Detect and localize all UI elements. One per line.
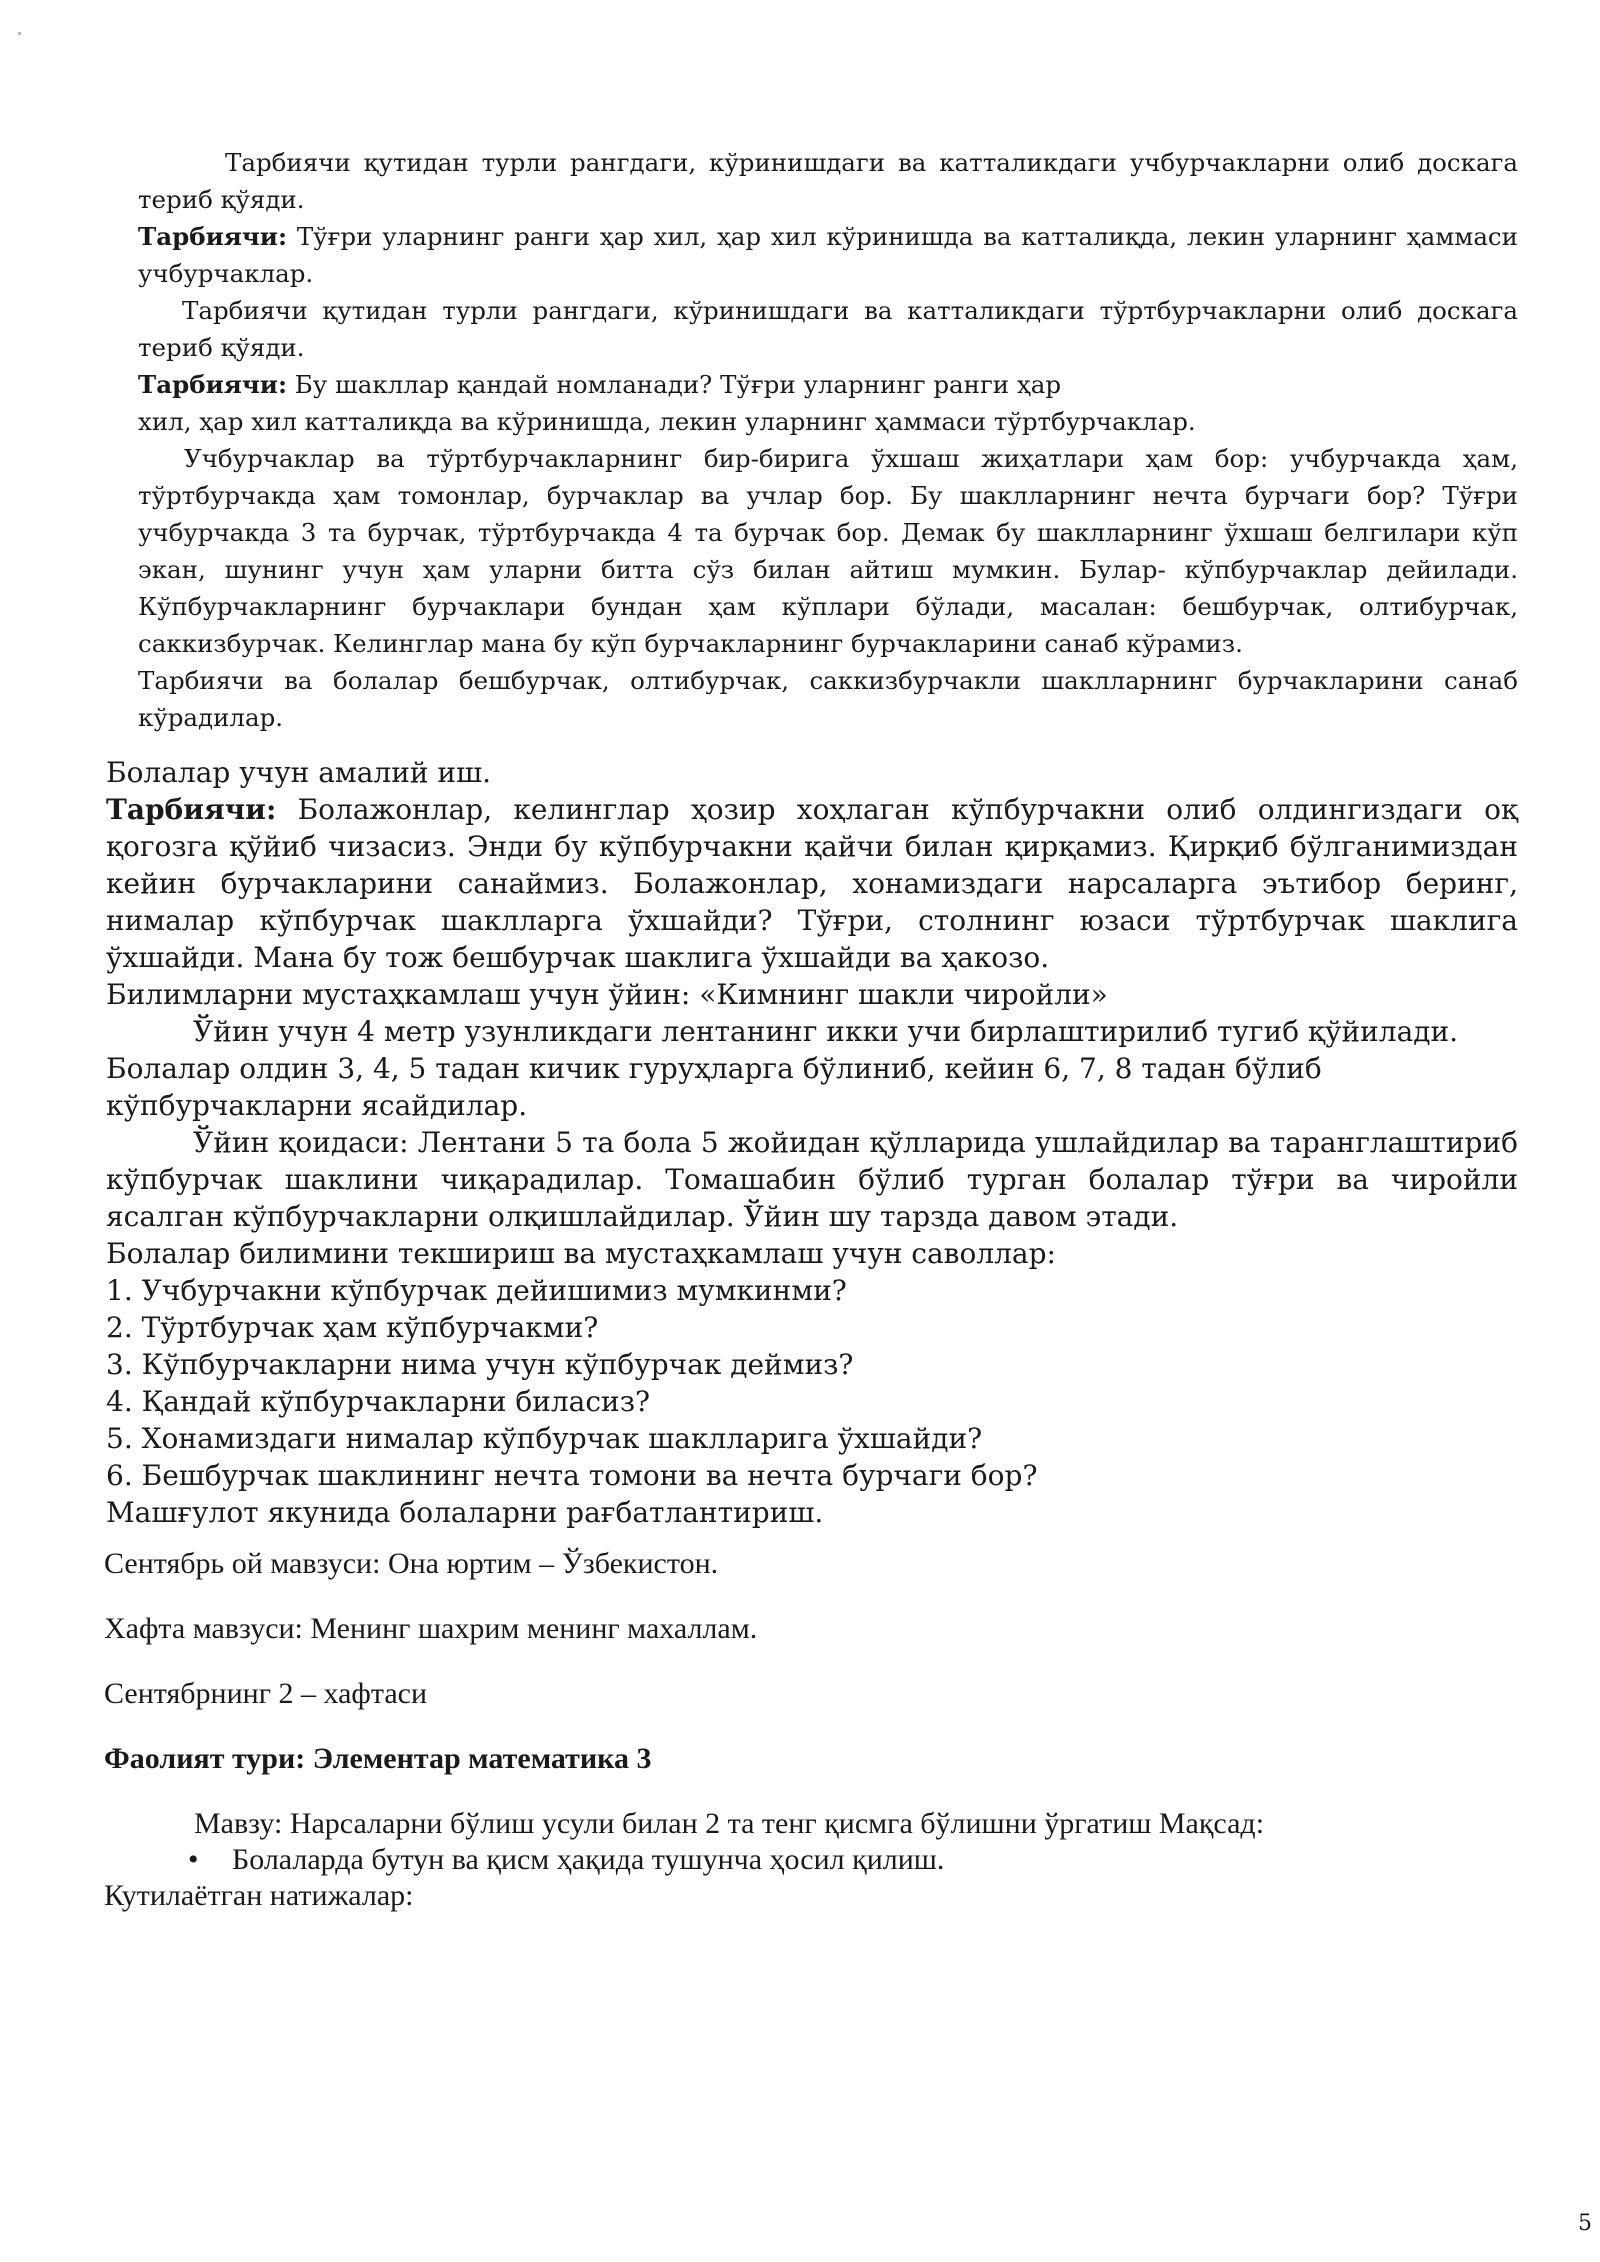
page-number: 5 xyxy=(1578,2211,1592,2236)
paragraph: Тарбиячи: Бу шакллар қандай номланади? Тўғри уларнинг ранги ҳар xyxy=(138,370,1062,399)
dialogue-section-shapes xyxy=(138,144,1518,736)
paragraph: Тарбиячи қутидан турли рангдаги, кўринишдаги ва катталикдаги тўртбурчакларни олиб доскага териб қўяди. xyxy=(138,296,1518,362)
paragraph: Ўйин учун 4 метр узунликдаги лентанинг икки учи бирлаштирилиб тугиб қўйилади. xyxy=(193,1015,1459,1048)
week-theme: Хафта мавзуси: Менинг шахрим менинг махаллам. xyxy=(104,1612,758,1645)
paragraph: Болалар олдин 3, 4, 5 тадан кичик гуруҳларга бўлиниб, кейин 6, 7, 8 тадан бўлиб кўпбурчакларни ясайдилар. xyxy=(106,1052,1322,1122)
paragraph: хил, ҳар хил катталиқда ва кўринишда, лекин уларнинг ҳаммаси тўртбурчаклар. xyxy=(138,407,1196,436)
activity-type: Фаолият тури: Элементар математика 3 xyxy=(104,1742,652,1775)
goal-bullet: • Болаларда бутун ва қисм ҳақида тушунча ҳосил қилиш. xyxy=(188,1843,945,1876)
paragraph: Машғулот якунида болаларни рағбатлантириш. xyxy=(106,1496,824,1529)
speaker-label: Тарбиячи: xyxy=(138,370,287,399)
paragraph: Тарбиячи: Тўғри уларнинг ранги ҳар хил, ҳар хил кўринишда ва катталиқда, лекин уларнинг ҳаммаси учбурчаклар. xyxy=(138,222,1518,288)
paragraph: Тарбиячи: Болажонлар, келинглар ҳозир хоҳлаган кўпбурчакни олиб олдингиздаги оқ қогозга қўйиб чизасиз. Энди бу кўпбурчакни қайчи билан қирқамиз. Қирқиб бўлганимиздан кейин бурчакларини санаймиз. Болажонлар, хонамиздаги нарсаларга эътибор беринг, нималар кўпбурчак шаклларга ўхшайди? Тўғри, столнинг юзаси тўртбурчак шаклига ўхшайди. Мана бу тож бешбурчак шаклига ўхшайди ва ҳакозо. xyxy=(106,793,1518,974)
paragraph: Учбурчаклар ва тўртбурчакларнинг бир-бирига ўхшаш жиҳатлари ҳам бор: учбурчакда ҳам, тўртбурчакда ҳам томонлар, бурчаклар ва учлар бор. Бу шаклларнинг нечта бурчаги бор? Тўғри учбурчакда 3 та бурчак, тўртбурчакда 4 та бурчак бор. Демак бу шаклларнинг ўхшаш белгилари кўп экан, шунинг учун ҳам уларни битта сўз билан айтиш мумкин. Булар- кўпбурчаклар дейилади. Кўпбурчакларнинг бурчаклари бундан ҳам кўплари бўлади, масалан: бешбурчак, олтибурчак, саккизбурчак. Келинглар мана бу кўп бурчакларнинг бурчакларини санаб кўрамиз. xyxy=(138,444,1518,658)
question-item: 1. Учбурчакни кўпбурчак дейишимиз мумкинми? xyxy=(106,1274,847,1307)
next-lesson-section xyxy=(104,1546,1516,1914)
section-heading: Болалар учун амалий иш. xyxy=(106,756,492,789)
scan-mark xyxy=(18,32,21,35)
question-item: 6. Бешбурчак шаклининг нечта томони ва нечта бурчаги бор? xyxy=(106,1459,1038,1492)
paragraph: Ўйин қоидаси: Лентани 5 та бола 5 жойидан қўлларида ушлайдилар ва таранглаштириб кўпбурчак шаклини чиқарадилар. Томашабин бўлиб турган болалар тўғри ва чиройли ясалган кўпбурчакларни олқишлайдилар. Ўйин шу тарзда давом этади. xyxy=(106,1126,1518,1233)
speaker-label: Тарбиячи: xyxy=(138,222,287,251)
lesson-topic: Мавзу: Нарсаларни бўлиш усули билан 2 та тенг қисмга бўлишни ўргатиш Мақсад: xyxy=(194,1807,1265,1840)
speaker-label: Тарбиячи: xyxy=(106,793,277,826)
question-item: 2. Тўртбурчак ҳам кўпбурчакми? xyxy=(106,1311,599,1344)
paragraph: Билимларни мустаҳкамлаш учун ўйин: «Кимнинг шакли чиройли» xyxy=(106,978,1108,1011)
month-theme: Сентябрь ой мавзуси: Она юртим – Ўзбекистон. xyxy=(104,1547,719,1580)
question-item: 5. Хонамиздаги нималар кўпбурчак шаклларига ўхшайди? xyxy=(106,1422,983,1455)
expected-results: Кутилаётган натижалар: xyxy=(104,1879,414,1912)
practical-work-section xyxy=(106,754,1518,1531)
question-item: 3. Кўпбурчакларни нима учун кўпбурчак деймиз? xyxy=(106,1348,854,1381)
paragraph: Тарбиячи қутидан турли рангдаги, кўринишдаги ва катталикдаги учбурчакларни олиб доскага териб қўяди. xyxy=(138,148,1518,214)
paragraph: Тарбиячи ва болалар бешбурчак, олтибурчак, саккизбурчакли шаклларнинг бурчакларини санаб кўрадилар. xyxy=(138,666,1518,732)
bullet-icon: • xyxy=(188,1843,199,1876)
paragraph: Болалар билимини текшириш ва мустаҳкамлаш учун саволлар: xyxy=(106,1237,1056,1270)
question-item: 4. Қандай кўпбурчакларни биласиз? xyxy=(106,1385,650,1418)
week-number: Сентябрнинг 2 – хафтаси xyxy=(104,1677,428,1710)
